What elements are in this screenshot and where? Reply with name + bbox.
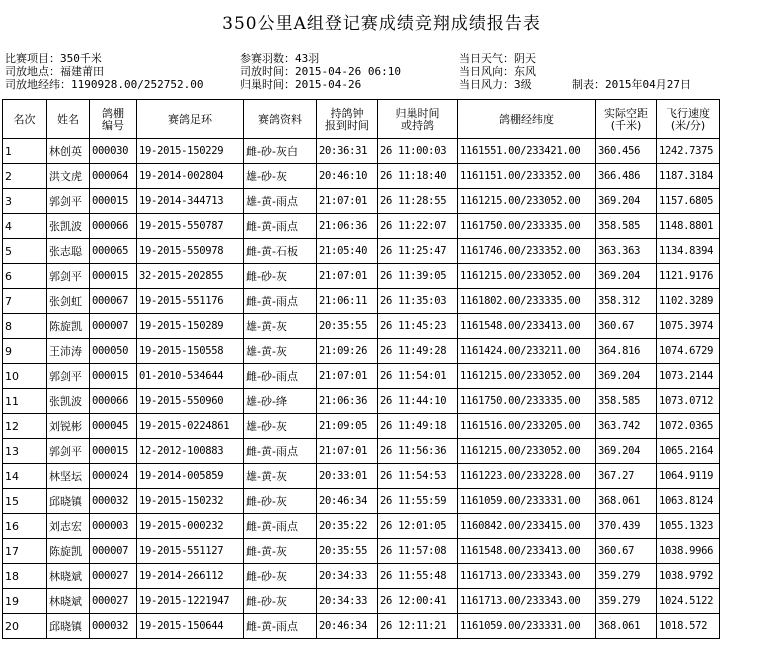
- cell-distance: 369.204: [596, 189, 657, 214]
- cell-loft-id: 000015: [90, 189, 137, 214]
- cell-loft-coordinates: 1161215.00/233052.00: [458, 264, 596, 289]
- cell-speed: 1121.9176: [657, 264, 720, 289]
- cell-return-time: 26 11:54:53: [378, 464, 458, 489]
- table-row: [3, 514, 720, 539]
- cell-name: 林晓斌: [47, 589, 90, 614]
- cell-loft-id: 000027: [90, 589, 137, 614]
- cell-clock-time: 21:07:01: [317, 364, 378, 389]
- table-row: [3, 439, 720, 464]
- cell-loft-coordinates: 1161713.00/233343.00: [458, 589, 596, 614]
- cell-ring-number: 19-2014-002804: [137, 164, 244, 189]
- cell-return-time: 26 11:22:07: [378, 214, 458, 239]
- cell-ring-number: 01-2010-534644: [137, 364, 244, 389]
- cell-speed: 1157.6805: [657, 189, 720, 214]
- cell-loft-coordinates: 1161802.00/233335.00: [458, 289, 596, 314]
- cell-speed: 1055.1323: [657, 514, 720, 539]
- cell-return-time: 26 11:49:28: [378, 339, 458, 364]
- cell-ring-number: 19-2015-150289: [137, 314, 244, 339]
- cell-ring-number: 32-2015-202855: [137, 264, 244, 289]
- cell-clock-time: 20:46:34: [317, 489, 378, 514]
- cell-loft-coordinates: 1160842.00/233415.00: [458, 514, 596, 539]
- column-header-speed: [657, 100, 720, 139]
- cell-speed: 1073.2144: [657, 364, 720, 389]
- cell-clock-time: 21:07:01: [317, 189, 378, 214]
- cell-rank: 6: [3, 264, 47, 289]
- cell-clock-time: 20:35:55: [317, 539, 378, 564]
- cell-ring-number: 19-2015-0224861: [137, 414, 244, 439]
- table-row: [3, 189, 720, 214]
- cell-distance: 367.27: [596, 464, 657, 489]
- cell-return-time: 26 11:55:59: [378, 489, 458, 514]
- cell-rank: 20: [3, 614, 47, 639]
- cell-pigeon-info: 雄-砂-绛: [244, 389, 317, 414]
- cell-pigeon-info: 雄-黄-灰: [244, 464, 317, 489]
- cell-loft-id: 000032: [90, 489, 137, 514]
- cell-loft-id: 000065: [90, 239, 137, 264]
- cell-speed: 1072.0365: [657, 414, 720, 439]
- column-header-line: 归巢时间: [395, 107, 440, 120]
- info-column-3: [459, 52, 536, 91]
- cell-return-time: 26 12:01:05: [378, 514, 458, 539]
- cell-rank: 14: [3, 464, 47, 489]
- cell-speed: 1187.3184: [657, 164, 720, 189]
- cell-distance: 363.742: [596, 414, 657, 439]
- column-header-line: 编号: [102, 119, 124, 132]
- cell-distance: 370.439: [596, 514, 657, 539]
- cell-loft-id: 000024: [90, 464, 137, 489]
- cell-rank: 3: [3, 189, 47, 214]
- cell-ring-number: 19-2014-266112: [137, 564, 244, 589]
- table-header-row: [3, 100, 720, 139]
- cell-name: 陈旋凯: [47, 314, 90, 339]
- cell-loft-coordinates: 1161548.00/233413.00: [458, 539, 596, 564]
- cell-distance: 368.061: [596, 614, 657, 639]
- cell-pigeon-info: 雄-黄-灰: [244, 339, 317, 364]
- cell-loft-id: 000030: [90, 139, 137, 164]
- cell-name: 陈旋凯: [47, 539, 90, 564]
- cell-ring-number: 19-2015-551127: [137, 539, 244, 564]
- cell-name: 郭剑平: [47, 264, 90, 289]
- cell-name: 邱晓镇: [47, 614, 90, 639]
- cell-ring-number: 19-2015-150232: [137, 489, 244, 514]
- cell-pigeon-info: 雌-砂-灰: [244, 564, 317, 589]
- table-row: [3, 364, 720, 389]
- cell-distance: 369.204: [596, 364, 657, 389]
- cell-pigeon-info: 雌-黄-雨点: [244, 214, 317, 239]
- return-date: 归巢时间：2015-04-26: [240, 78, 362, 91]
- cell-loft-id: 000067: [90, 289, 137, 314]
- release-time: 司放时间：2015-04-26 06:10: [240, 65, 401, 78]
- cell-speed: 1102.3289: [657, 289, 720, 314]
- cell-loft-coordinates: 1161059.00/233331.00: [458, 614, 596, 639]
- cell-distance: 360.456: [596, 139, 657, 164]
- cell-return-time: 26 12:11:21: [378, 614, 458, 639]
- cell-rank: 8: [3, 314, 47, 339]
- cell-return-time: 26 11:56:36: [378, 439, 458, 464]
- cell-distance: 359.279: [596, 564, 657, 589]
- cell-distance: 368.061: [596, 489, 657, 514]
- column-header-rank: [3, 100, 47, 139]
- table-row: [3, 289, 720, 314]
- cell-clock-time: 20:46:34: [317, 614, 378, 639]
- cell-loft-coordinates: 1161548.00/233413.00: [458, 314, 596, 339]
- cell-distance: 360.67: [596, 314, 657, 339]
- column-header-line: 鸽棚经纬度: [499, 113, 554, 126]
- cell-clock-time: 21:05:40: [317, 239, 378, 264]
- cell-clock-time: 20:35:55: [317, 314, 378, 339]
- cell-loft-id: 000003: [90, 514, 137, 539]
- cell-speed: 1065.2164: [657, 439, 720, 464]
- cell-return-time: 26 11:25:47: [378, 239, 458, 264]
- column-header-name: [47, 100, 90, 139]
- cell-pigeon-info: 雌-砂-灰: [244, 589, 317, 614]
- cell-name: 林坚坛: [47, 464, 90, 489]
- cell-rank: 2: [3, 164, 47, 189]
- wind-force: 当日风力：3级: [459, 78, 532, 91]
- cell-pigeon-info: 雄-黄-雨点: [244, 189, 317, 214]
- cell-speed: 1134.8394: [657, 239, 720, 264]
- cell-ring-number: 19-2015-150644: [137, 614, 244, 639]
- cell-rank: 13: [3, 439, 47, 464]
- cell-distance: 364.816: [596, 339, 657, 364]
- cell-clock-time: 21:06:36: [317, 214, 378, 239]
- report-title: 350公里A组登记赛成绩竞翔成绩报告表: [222, 14, 541, 34]
- cell-loft-coordinates: 1161750.00/233335.00: [458, 389, 596, 414]
- cell-loft-coordinates: 1161746.00/233352.00: [458, 239, 596, 264]
- cell-pigeon-info: 雌-砂-灰白: [244, 139, 317, 164]
- cell-speed: 1242.7375: [657, 139, 720, 164]
- cell-distance: 360.67: [596, 539, 657, 564]
- cell-return-time: 26 11:00:03: [378, 139, 458, 164]
- cell-speed: 1038.9966: [657, 539, 720, 564]
- cell-loft-id: 000045: [90, 414, 137, 439]
- cell-speed: 1064.9119: [657, 464, 720, 489]
- cell-loft-coordinates: 1161223.00/233228.00: [458, 464, 596, 489]
- cell-loft-coordinates: 1161750.00/233335.00: [458, 214, 596, 239]
- race-item: 比赛项目：350千米: [5, 52, 102, 65]
- cell-name: 郭剑平: [47, 189, 90, 214]
- cell-ring-number: 19-2014-005859: [137, 464, 244, 489]
- cell-rank: 1: [3, 139, 47, 164]
- cell-rank: 9: [3, 339, 47, 364]
- cell-ring-number: 19-2015-1221947: [137, 589, 244, 614]
- column-header-line: 赛鸽足环: [168, 113, 212, 126]
- cell-distance: 366.486: [596, 164, 657, 189]
- release-location: 司放地点：福建莆田: [5, 65, 104, 78]
- cell-name: 林晓斌: [47, 564, 90, 589]
- cell-name: 刘志宏: [47, 514, 90, 539]
- cell-clock-time: 21:09:26: [317, 339, 378, 364]
- table-row: [3, 139, 720, 164]
- cell-name: 邱晓镇: [47, 489, 90, 514]
- cell-rank: 16: [3, 514, 47, 539]
- cell-clock-time: 20:34:33: [317, 564, 378, 589]
- cell-return-time: 26 11:57:08: [378, 539, 458, 564]
- cell-rank: 12: [3, 414, 47, 439]
- cell-ring-number: 19-2015-150558: [137, 339, 244, 364]
- column-header-line: 报到时间: [325, 119, 369, 132]
- cell-rank: 15: [3, 489, 47, 514]
- cell-pigeon-info: 雄-砂-灰: [244, 164, 317, 189]
- column-header-line: (千米): [610, 119, 642, 132]
- cell-loft-coordinates: 1161215.00/233052.00: [458, 189, 596, 214]
- table-row: [3, 239, 720, 264]
- cell-return-time: 26 11:55:48: [378, 564, 458, 589]
- cell-distance: 359.279: [596, 589, 657, 614]
- cell-distance: 358.585: [596, 389, 657, 414]
- cell-name: 刘锐彬: [47, 414, 90, 439]
- cell-loft-coordinates: 1161713.00/233343.00: [458, 564, 596, 589]
- column-header-line: (米/分): [670, 119, 706, 132]
- table-row: [3, 339, 720, 364]
- cell-distance: 363.363: [596, 239, 657, 264]
- cell-rank: 19: [3, 589, 47, 614]
- wind-direction: 当日风向：东风: [459, 65, 536, 78]
- info-column-2: [240, 52, 401, 91]
- table-row: [3, 414, 720, 439]
- cell-speed: 1075.3974: [657, 314, 720, 339]
- cell-clock-time: 20:36:31: [317, 139, 378, 164]
- cell-speed: 1063.8124: [657, 489, 720, 514]
- column-header-line: 持鸽钟: [330, 107, 364, 120]
- cell-distance: 369.204: [596, 439, 657, 464]
- cell-speed: 1074.6729: [657, 339, 720, 364]
- cell-loft-id: 000007: [90, 314, 137, 339]
- cell-name: 张凯波: [47, 214, 90, 239]
- cell-pigeon-info: 雌-砂-灰: [244, 264, 317, 289]
- cell-pigeon-info: 雌-黄-石板: [244, 239, 317, 264]
- weather: 当日天气：阴天: [459, 52, 536, 65]
- cell-distance: 369.204: [596, 264, 657, 289]
- table-row: [3, 564, 720, 589]
- cell-rank: 4: [3, 214, 47, 239]
- cell-loft-id: 000015: [90, 439, 137, 464]
- column-header-distance: [596, 100, 657, 139]
- cell-loft-id: 000027: [90, 564, 137, 589]
- cell-ring-number: 19-2015-550978: [137, 239, 244, 264]
- table-body: [3, 139, 720, 639]
- cell-return-time: 26 11:28:55: [378, 189, 458, 214]
- cell-clock-time: 21:06:11: [317, 289, 378, 314]
- info-column-1: [5, 52, 203, 91]
- cell-pigeon-info: 雌-黄-灰: [244, 539, 317, 564]
- column-header-line: 或持鸽: [401, 119, 434, 132]
- table-row: [3, 389, 720, 414]
- cell-name: 郭剑平: [47, 364, 90, 389]
- cell-name: 郭剑平: [47, 439, 90, 464]
- cell-loft-id: 000007: [90, 539, 137, 564]
- cell-loft-coordinates: 1161516.00/233205.00: [458, 414, 596, 439]
- column-header-pigeon-info: [244, 100, 317, 139]
- cell-loft-coordinates: 1161215.00/233052.00: [458, 439, 596, 464]
- cell-name: 张剑虹: [47, 289, 90, 314]
- cell-loft-coordinates: 1161424.00/233211.00: [458, 339, 596, 364]
- cell-loft-coordinates: 1161551.00/233421.00: [458, 139, 596, 164]
- cell-return-time: 26 12:00:41: [378, 589, 458, 614]
- release-coordinates: 司放地经纬：1190928.00/252752.00: [5, 78, 204, 91]
- cell-pigeon-info: 雌-黄-雨点: [244, 514, 317, 539]
- column-header-return-time: [378, 100, 458, 139]
- cell-loft-id: 000032: [90, 614, 137, 639]
- cell-clock-time: 20:33:01: [317, 464, 378, 489]
- cell-clock-time: 21:07:01: [317, 439, 378, 464]
- cell-distance: 358.312: [596, 289, 657, 314]
- cell-name: 林创英: [47, 139, 90, 164]
- cell-rank: 7: [3, 289, 47, 314]
- cell-loft-coordinates: 1161215.00/233052.00: [458, 364, 596, 389]
- cell-speed: 1018.572: [657, 614, 720, 639]
- column-header-line: 实际空距: [604, 107, 648, 120]
- cell-loft-id: 000050: [90, 339, 137, 364]
- cell-return-time: 26 11:39:05: [378, 264, 458, 289]
- cell-rank: 5: [3, 239, 47, 264]
- column-header-line: 飞行速度: [666, 107, 710, 120]
- cell-return-time: 26 11:45:23: [378, 314, 458, 339]
- column-header-line: 姓名: [57, 113, 79, 126]
- cell-name: 洪文虎: [47, 164, 90, 189]
- table-row: [3, 214, 720, 239]
- cell-speed: 1038.9792: [657, 564, 720, 589]
- cell-return-time: 26 11:35:03: [378, 289, 458, 314]
- cell-clock-time: 20:46:10: [317, 164, 378, 189]
- cell-name: 张志聪: [47, 239, 90, 264]
- table-row: [3, 264, 720, 289]
- cell-loft-id: 000064: [90, 164, 137, 189]
- table-row: [3, 464, 720, 489]
- cell-ring-number: 19-2014-344713: [137, 189, 244, 214]
- column-header-line: 鸽棚: [102, 107, 124, 120]
- cell-pigeon-info: 雌-砂-雨点: [244, 364, 317, 389]
- cell-clock-time: 20:35:22: [317, 514, 378, 539]
- cell-ring-number: 19-2015-551176: [137, 289, 244, 314]
- cell-loft-id: 000015: [90, 364, 137, 389]
- cell-pigeon-info: 雌-黄-雨点: [244, 614, 317, 639]
- cell-distance: 358.585: [596, 214, 657, 239]
- cell-pigeon-info: 雌-黄-雨点: [244, 439, 317, 464]
- cell-pigeon-info: 雌-砂-灰: [244, 489, 317, 514]
- cell-ring-number: 12-2012-100883: [137, 439, 244, 464]
- column-header-line: 赛鸽资料: [258, 113, 302, 126]
- cell-speed: 1024.5122: [657, 589, 720, 614]
- cell-return-time: 26 11:49:18: [378, 414, 458, 439]
- cell-rank: 11: [3, 389, 47, 414]
- cell-ring-number: 19-2015-000232: [137, 514, 244, 539]
- results-table: [2, 99, 720, 639]
- cell-loft-coordinates: 1161151.00/233352.00: [458, 164, 596, 189]
- column-header-loft-coordinates: [458, 100, 596, 139]
- report-date: 制表：2015年04月27日: [572, 78, 691, 91]
- cell-return-time: 26 11:54:01: [378, 364, 458, 389]
- entry-count: 参赛羽数：43羽: [240, 52, 320, 65]
- cell-loft-coordinates: 1161059.00/233331.00: [458, 489, 596, 514]
- cell-speed: 1148.8801: [657, 214, 720, 239]
- table-row: [3, 539, 720, 564]
- cell-pigeon-info: 雄-砂-灰: [244, 414, 317, 439]
- column-header-line: 名次: [13, 113, 36, 126]
- cell-ring-number: 19-2015-150229: [137, 139, 244, 164]
- column-header-clock-time: [317, 100, 378, 139]
- cell-loft-id: 000066: [90, 214, 137, 239]
- cell-name: 王沛涛: [47, 339, 90, 364]
- table-row: [3, 614, 720, 639]
- column-header-ring-number: [137, 100, 244, 139]
- cell-clock-time: 21:06:36: [317, 389, 378, 414]
- table-row: [3, 589, 720, 614]
- table-row: [3, 314, 720, 339]
- cell-clock-time: 20:34:33: [317, 589, 378, 614]
- cell-loft-id: 000066: [90, 389, 137, 414]
- cell-rank: 18: [3, 564, 47, 589]
- cell-speed: 1073.0712: [657, 389, 720, 414]
- cell-clock-time: 21:09:05: [317, 414, 378, 439]
- cell-return-time: 26 11:18:40: [378, 164, 458, 189]
- cell-rank: 17: [3, 539, 47, 564]
- table-row: [3, 489, 720, 514]
- cell-clock-time: 21:07:01: [317, 264, 378, 289]
- cell-loft-id: 000015: [90, 264, 137, 289]
- column-header-loft-id: [90, 100, 137, 139]
- cell-pigeon-info: 雄-黄-灰: [244, 314, 317, 339]
- table-row: [3, 164, 720, 189]
- cell-ring-number: 19-2015-550787: [137, 214, 244, 239]
- cell-pigeon-info: 雌-黄-雨点: [244, 289, 317, 314]
- cell-rank: 10: [3, 364, 47, 389]
- cell-name: 张凯波: [47, 389, 90, 414]
- cell-return-time: 26 11:44:10: [378, 389, 458, 414]
- cell-ring-number: 19-2015-550960: [137, 389, 244, 414]
